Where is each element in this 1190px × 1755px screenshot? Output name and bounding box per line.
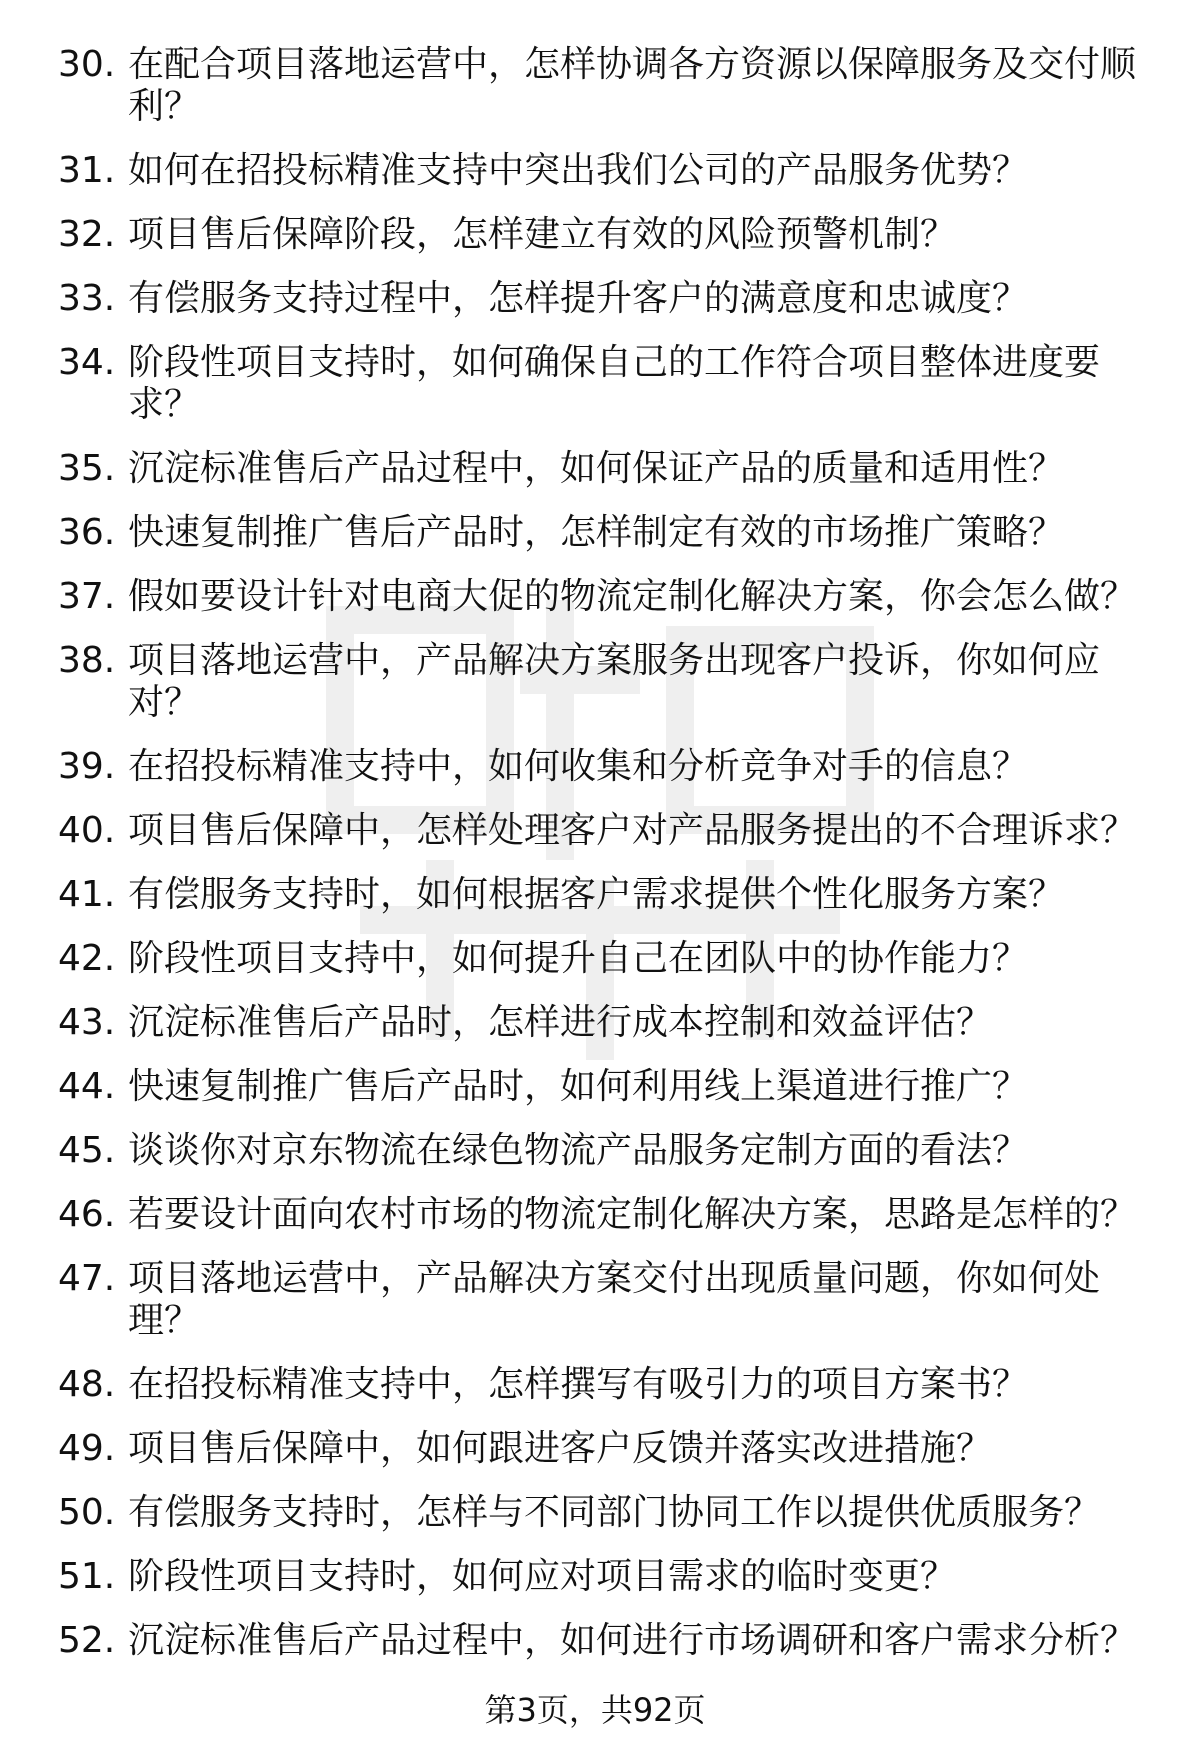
question-item <box>58 1258 1148 1342</box>
question-item <box>58 1130 1148 1172</box>
question-item <box>58 1002 1148 1044</box>
question-item <box>58 1364 1148 1406</box>
question-list <box>58 44 1148 1684</box>
question-text: 阶段性项目支持时，如何应对项目需求的临时变更？ <box>128 1556 957 1597</box>
question-number: 40. <box>58 810 116 851</box>
question-number: 51. <box>58 1556 116 1597</box>
question-item <box>58 874 1148 916</box>
question-text: 有偿服务支持时，如何根据客户需求提供个性化服务方案？ <box>128 874 1065 915</box>
question-text: 快速复制推广售后产品时，如何利用线上渠道进行推广？ <box>128 1066 1029 1107</box>
question-item <box>58 342 1148 426</box>
question-text: 沉淀标准售后产品过程中，如何保证产品的质量和适用性？ <box>128 448 1065 489</box>
question-number: 36. <box>58 512 116 553</box>
question-text: 项目售后保障阶段，怎样建立有效的风险预警机制？ <box>128 214 957 255</box>
question-number: 38. <box>58 640 116 681</box>
question-item <box>58 640 1148 724</box>
question-item <box>58 1556 1148 1598</box>
question-number: 49. <box>58 1428 116 1469</box>
question-number: 50. <box>58 1492 116 1533</box>
question-number: 44. <box>58 1066 116 1107</box>
question-text: 在招投标精准支持中，怎样撰写有吸引力的项目方案书？ <box>128 1364 1029 1405</box>
question-text: 在配合项目落地运营中，怎样协调各方资源以保障服务及交付顺利？ <box>128 44 1137 127</box>
page-footer <box>0 1690 1190 1730</box>
question-number: 30. <box>58 44 116 85</box>
question-number: 31. <box>58 150 116 191</box>
question-item <box>58 576 1148 618</box>
question-number: 42. <box>58 938 116 979</box>
question-text: 项目售后保障中，如何跟进客户反馈并落实改进措施？ <box>128 1428 993 1469</box>
question-item <box>58 512 1148 554</box>
question-number: 46. <box>58 1194 116 1235</box>
question-item <box>58 150 1148 192</box>
question-text: 阶段性项目支持时，如何确保自己的工作符合项目整体进度要求？ <box>128 342 1101 425</box>
question-text: 阶段性项目支持中，如何提升自己在团队中的协作能力？ <box>128 938 1029 979</box>
question-item <box>58 746 1148 788</box>
question-item <box>58 1428 1148 1470</box>
question-item <box>58 278 1148 320</box>
question-text: 假如要设计针对电商大促的物流定制化解决方案，你会怎么做？ <box>128 576 1137 617</box>
question-text: 项目售后保障中，怎样处理客户对产品服务提出的不合理诉求？ <box>128 810 1137 851</box>
question-item <box>58 448 1148 490</box>
question-item <box>58 1620 1148 1662</box>
question-text: 如何在招投标精准支持中突出我们公司的产品服务优势？ <box>128 150 1029 191</box>
question-number: 39. <box>58 746 116 787</box>
question-number: 32. <box>58 214 116 255</box>
question-text: 若要设计面向农村市场的物流定制化解决方案，思路是怎样的？ <box>128 1194 1137 1235</box>
question-item <box>58 214 1148 256</box>
question-number: 37. <box>58 576 116 617</box>
question-number: 48. <box>58 1364 116 1405</box>
question-text: 沉淀标准售后产品过程中，如何进行市场调研和客户需求分析？ <box>128 1620 1137 1661</box>
page-number-label: 第3页，共92页 <box>484 1691 706 1729</box>
question-item <box>58 44 1148 128</box>
question-item <box>58 1194 1148 1236</box>
question-number: 34. <box>58 342 116 383</box>
question-item <box>58 1066 1148 1108</box>
question-number: 47. <box>58 1258 116 1299</box>
question-number: 35. <box>58 448 116 489</box>
question-text: 有偿服务支持时，怎样与不同部门协同工作以提供优质服务？ <box>128 1492 1101 1533</box>
question-text: 在招投标精准支持中，如何收集和分析竞争对手的信息？ <box>128 746 1029 787</box>
question-item <box>58 938 1148 980</box>
question-text: 项目落地运营中，产品解决方案服务出现客户投诉，你如何应对？ <box>128 640 1101 723</box>
question-text: 谈谈你对京东物流在绿色物流产品服务定制方面的看法？ <box>128 1130 1029 1171</box>
question-number: 33. <box>58 278 116 319</box>
question-number: 45. <box>58 1130 116 1171</box>
question-text: 快速复制推广售后产品时，怎样制定有效的市场推广策略？ <box>128 512 1065 553</box>
question-text: 沉淀标准售后产品时，怎样进行成本控制和效益评估？ <box>128 1002 993 1043</box>
question-item <box>58 810 1148 852</box>
question-number: 41. <box>58 874 116 915</box>
question-number: 43. <box>58 1002 116 1043</box>
question-item <box>58 1492 1148 1534</box>
question-text: 项目落地运营中，产品解决方案交付出现质量问题，你如何处理？ <box>128 1258 1101 1341</box>
question-number: 52. <box>58 1620 116 1661</box>
question-text: 有偿服务支持过程中，怎样提升客户的满意度和忠诚度？ <box>128 278 1029 319</box>
